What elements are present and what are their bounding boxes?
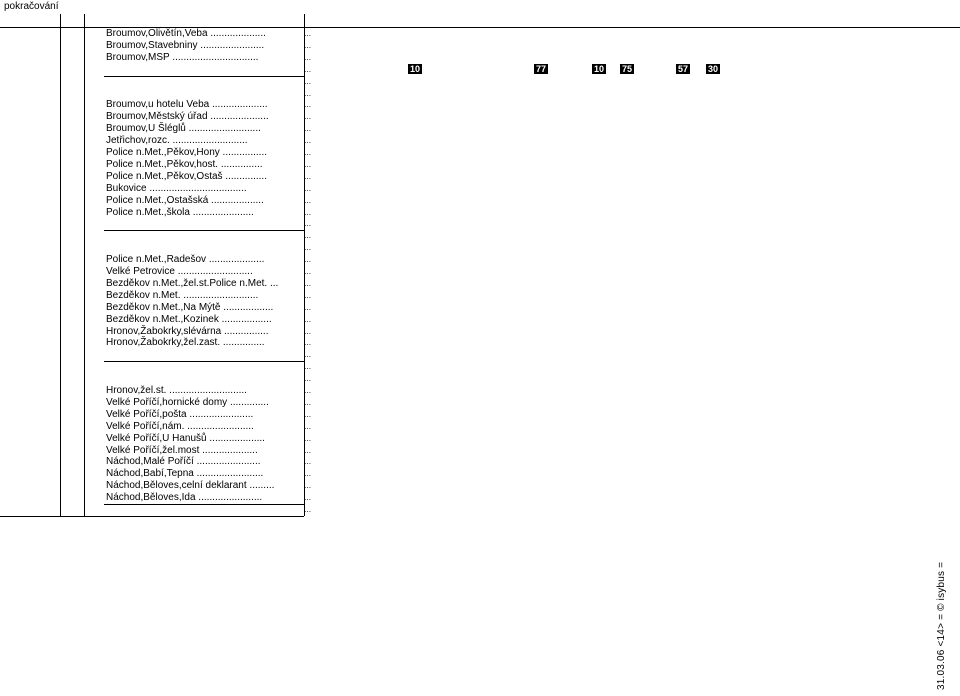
row-separator-dots: ...: [304, 313, 312, 324]
row-separator-dots: ...: [304, 111, 312, 122]
station-label: Broumov,U Šléglů: [106, 123, 186, 135]
station-label: Velké Poříčí,hornické domy: [106, 396, 228, 408]
row-separator-dots: ...: [304, 385, 312, 395]
station-label: Velké Poříčí,pošta: [106, 408, 187, 420]
station-label: Police n.Met.,Ostašská: [106, 194, 209, 206]
row-separator-dots: ...: [304, 51, 312, 62]
station-name: [106, 409, 300, 420]
row-separator-dots: ...: [304, 266, 312, 276]
leader-dots: ...............: [220, 337, 265, 349]
time-cell: [592, 64, 620, 75]
row-separator-dots: ...: [304, 242, 312, 253]
leader-dots: ......................: [189, 206, 254, 218]
station-name: [106, 111, 300, 122]
station-label: Náchod,Běloves,celní deklarant: [106, 480, 247, 492]
time-cell: [534, 64, 562, 75]
rule-line: [104, 76, 304, 77]
row-separator-dots: ...: [304, 206, 312, 217]
row-separator-dots: ...: [304, 87, 312, 98]
leader-dots: ....................: [206, 432, 265, 444]
rule-line: [104, 230, 304, 231]
row-separator-dots: ...: [304, 396, 312, 407]
station-name: [106, 99, 300, 110]
time-cell: [408, 64, 436, 75]
station-name: [106, 171, 300, 182]
rule-line: [60, 14, 61, 516]
station-label: Náchod,Malé Poříčí: [106, 456, 194, 468]
row-separator-dots: ...: [304, 99, 312, 110]
footer-side-text: 31.03.06 <14> = © isybus =: [936, 561, 947, 690]
station-label: Police n.Met.,Radešov: [106, 254, 207, 266]
row-separator-dots: ...: [304, 194, 312, 205]
row-separator-dots: ...: [304, 492, 312, 503]
station-name: [106, 52, 300, 63]
station-name: [106, 302, 300, 313]
note-box: 10: [410, 63, 421, 74]
station-label: Velké Poříčí,nám.: [106, 420, 185, 432]
station-label: Broumov,Městský úřad: [106, 111, 208, 123]
leader-dots: ...............................: [169, 51, 259, 63]
station-label: Broumov,u hotelu Veba: [106, 99, 210, 111]
station-label: Police n.Met.,škola: [106, 206, 190, 218]
station-label: Police n.Met.,Pěkov,Hony: [106, 147, 220, 158]
row-separator-dots: ...: [304, 170, 312, 181]
rule-line: [104, 361, 304, 362]
leader-dots: ................: [221, 325, 269, 337]
row-separator-dots: ...: [304, 135, 312, 146]
station-label: Broumov,Olivětín,Veba: [106, 28, 208, 39]
leader-dots: .........: [246, 480, 275, 492]
station-name: [106, 492, 300, 503]
row-separator-dots: ...: [304, 75, 312, 86]
station-name: [106, 159, 300, 170]
row-separator-dots: ...: [304, 373, 312, 384]
station-name: [106, 40, 300, 51]
note-box: 57: [678, 63, 689, 74]
station-label: Broumov,Stavebniny: [106, 39, 198, 51]
leader-dots: ........................: [193, 468, 264, 480]
leader-dots: ................: [219, 147, 267, 158]
station-name: [106, 266, 300, 277]
leader-dots: .......................: [195, 492, 263, 504]
station-name: [106, 314, 300, 325]
row-separator-dots: ...: [304, 480, 312, 491]
station-name: [106, 28, 300, 39]
time-cell: [676, 64, 704, 75]
row-separator-dots: ...: [304, 504, 312, 514]
leader-dots: ....................: [199, 444, 258, 456]
leader-dots: .....................: [207, 111, 269, 123]
leader-dots: ...........................: [174, 266, 253, 277]
row-separator-dots: ...: [304, 28, 312, 38]
row-separator-dots: ...: [304, 325, 312, 336]
station-label: Bezděkov n.Met.,žel.st.Police n.Met.: [106, 277, 268, 289]
station-label: Bezděkov n.Met.,Na Mýtě: [106, 301, 221, 313]
leader-dots: ...................: [208, 194, 264, 206]
station-name: [106, 385, 300, 396]
note-box: 75: [622, 63, 633, 74]
note-box: 77: [536, 63, 547, 74]
row-separator-dots: ...: [304, 444, 312, 455]
station-name: [106, 397, 300, 408]
row-separator-dots: ...: [304, 349, 312, 360]
station-name: [106, 278, 300, 289]
leader-dots: .......................: [197, 39, 265, 51]
rule-line: [84, 14, 85, 516]
leader-dots: ..............: [227, 396, 269, 408]
row-separator-dots: ...: [304, 468, 312, 479]
time-cell: [620, 64, 648, 75]
station-label: Velké Poříčí,žel.most: [106, 444, 200, 456]
row-separator-dots: ...: [304, 123, 312, 134]
leader-dots: ..................: [220, 301, 274, 313]
row-separator-dots: ...: [304, 230, 312, 241]
leader-dots: ...........................: [169, 135, 248, 147]
station-label: Hronov,Žabokrky,slévárna: [106, 325, 222, 337]
station-label: Bezděkov n.Met.: [106, 289, 181, 301]
row-separator-dots: ...: [304, 277, 312, 288]
rule-line: [104, 504, 304, 505]
row-separator-dots: ...: [304, 63, 312, 74]
station-name: [106, 195, 300, 206]
station-label: Náchod,Babí,Tepna: [106, 468, 194, 480]
station-label: Velké Poříčí,U Hanušů: [106, 432, 207, 444]
station-name: [106, 183, 300, 194]
leader-dots: .......................: [186, 408, 254, 420]
row-separator-dots: ...: [304, 301, 312, 312]
leader-dots: ...............: [222, 170, 267, 182]
station-name: [106, 456, 300, 467]
station-label: Police n.Met.,Pěkov,Ostaš: [106, 170, 223, 182]
row-separator-dots: ...: [304, 147, 312, 157]
station-name: [106, 445, 300, 456]
station-label: Hronov,Žabokrky,žel.zast.: [106, 337, 221, 349]
station-name: [106, 433, 300, 444]
station-name: [106, 290, 300, 301]
continuation-label: pokračování: [4, 1, 59, 12]
station-name: [106, 123, 300, 134]
station-name: [106, 207, 300, 218]
station-name: [106, 254, 300, 265]
leader-dots: .......................: [193, 456, 261, 468]
row-separator-dots: ...: [304, 337, 312, 348]
row-separator-dots: ...: [304, 254, 312, 265]
station-label: Jetřichov,rozc.: [106, 135, 170, 147]
station-name: [106, 326, 300, 337]
station-name: [106, 480, 300, 491]
row-separator-dots: ...: [304, 158, 312, 169]
leader-dots: ...............: [218, 158, 263, 170]
leader-dots: ............................: [166, 385, 247, 396]
row-separator-dots: ...: [304, 408, 312, 419]
rule-line: [0, 516, 304, 517]
row-separator-dots: ...: [304, 420, 312, 431]
station-name: [106, 468, 300, 479]
station-label: Hronov,žel.st.: [106, 385, 167, 396]
row-separator-dots: ...: [304, 456, 312, 467]
leader-dots: ....................: [206, 254, 265, 266]
leader-dots: ....................: [209, 99, 268, 111]
row-separator-dots: ...: [304, 39, 312, 50]
leader-dots: ..........................: [185, 123, 261, 135]
leader-dots: ...: [267, 277, 279, 289]
row-separator-dots: ...: [304, 182, 312, 193]
station-label: Police n.Met.,Pěkov,host.: [106, 158, 219, 170]
station-name: [106, 135, 300, 146]
leader-dots: ..................: [218, 313, 272, 325]
station-name: [106, 337, 300, 348]
leader-dots: ........................: [184, 420, 254, 432]
leader-dots: ....................: [207, 28, 266, 39]
row-separator-dots: ...: [304, 289, 312, 300]
station-label: Broumov,MSP: [106, 51, 170, 63]
station-label: Náchod,Běloves,Ida: [106, 492, 196, 504]
row-separator-dots: ...: [304, 218, 312, 229]
row-separator-dots: ...: [304, 432, 312, 443]
note-box: 30: [708, 63, 719, 74]
station-name: [106, 421, 300, 432]
row-separator-dots: ...: [304, 361, 312, 372]
station-label: Bezděkov n.Met.,Kozinek: [106, 313, 219, 325]
time-cell: [706, 64, 734, 75]
station-label: Bukovice: [106, 182, 147, 194]
leader-dots: ...................................: [146, 182, 247, 194]
station-label: Velké Petrovice: [106, 266, 175, 277]
note-box: 10: [594, 63, 605, 74]
leader-dots: ...........................: [180, 289, 259, 301]
station-name: [106, 147, 300, 158]
